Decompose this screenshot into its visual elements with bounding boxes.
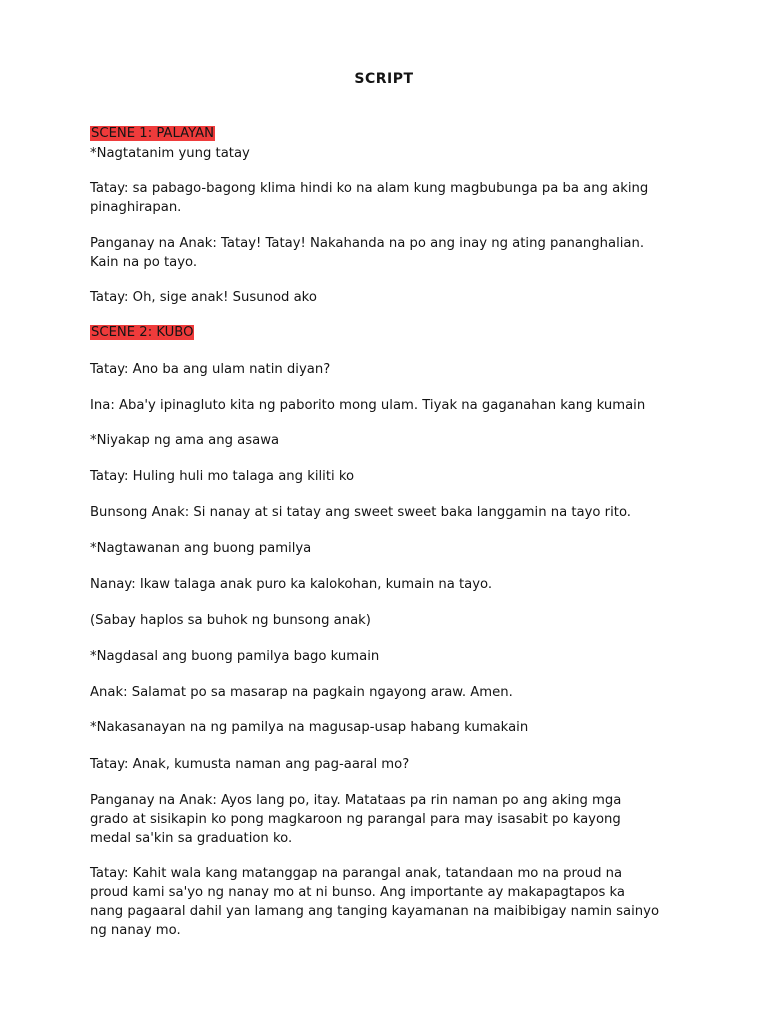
dialogue-line: Kain na po tayo. — [90, 255, 198, 270]
dialogue-line: Tatay: Ano ba ang ulam natin diyan? — [90, 362, 331, 377]
dialogue-line: pinaghirapan. — [90, 200, 182, 215]
dialogue-line: proud kami sa'yo ng nanay mo at ni bunso. Ang importante ay makapagtapos ka — [90, 885, 626, 900]
dialogue-line: Tatay: sa pabago-bagong klima hindi ko na alam kung magbubunga pa ba ang aking — [90, 181, 649, 196]
dialogue-line: Ina: Aba'y ipinagluto kita ng paborito mong ulam. Tiyak na gaganahan kang kumain — [90, 398, 646, 413]
dialogue-line: nang pagaaral dahil yan lamang ang tanging kayamanan na maibibigay namin sainyo — [90, 904, 660, 919]
dialogue-line: ng nanay mo. — [90, 923, 181, 938]
dialogue-line: Tatay: Huling huli mo talaga ang kiliti ko — [90, 469, 355, 484]
scene-heading — [90, 324, 690, 343]
scene-1-heading: SCENE 1: PALAYAN — [91, 126, 215, 141]
scene-2-heading: SCENE 2: KUBO — [91, 325, 194, 340]
stage-direction: *Nagdasal ang buong pamilya bago kumain — [90, 649, 380, 664]
dialogue-line: Panganay na Anak: Ayos lang po, itay. Matataas pa rin naman po ang aking mga — [90, 793, 622, 808]
dialogue-line: grado at sisikapin ko pong magkaroon ng parangal para may isasabit po kayong — [90, 812, 621, 827]
stage-direction: *Nagtatanim yung tatay — [90, 146, 250, 161]
dialogue-line: Tatay: Oh, sige anak! Susunod ako — [90, 290, 317, 305]
dialogue-line: Anak: Salamat po sa masarap na pagkain ngayong araw. Amen. — [90, 685, 513, 700]
dialogue-line: Tatay: Kahit wala kang matanggap na parangal anak, tatandaan mo na proud na — [90, 866, 623, 881]
stage-direction: *Nagtawanan ang buong pamilya — [90, 541, 312, 556]
stage-direction: *Niyakap ng ama ang asawa — [90, 433, 280, 448]
page-title: SCRIPT — [354, 71, 414, 87]
scene-heading — [90, 125, 690, 144]
dialogue-line: medal sa'kin sa graduation ko. — [90, 831, 293, 846]
dialogue-line: Bunsong Anak: Si nanay at si tatay ang sweet sweet baka langgamin na tayo rito. — [90, 505, 631, 520]
dialogue-line: Tatay: Anak, kumusta naman ang pag-aaral mo? — [90, 757, 410, 772]
stage-direction: (Sabay haplos sa buhok ng bunsong anak) — [90, 613, 371, 628]
stage-direction: *Nakasanayan na ng pamilya na magusap-usap habang kumakain — [90, 720, 529, 735]
dialogue-line: Nanay: Ikaw talaga anak puro ka kalokohan, kumain na tayo. — [90, 577, 493, 592]
dialogue-line: Panganay na Anak: Tatay! Tatay! Nakahanda na po ang inay ng ating pananghalian. — [90, 236, 645, 251]
